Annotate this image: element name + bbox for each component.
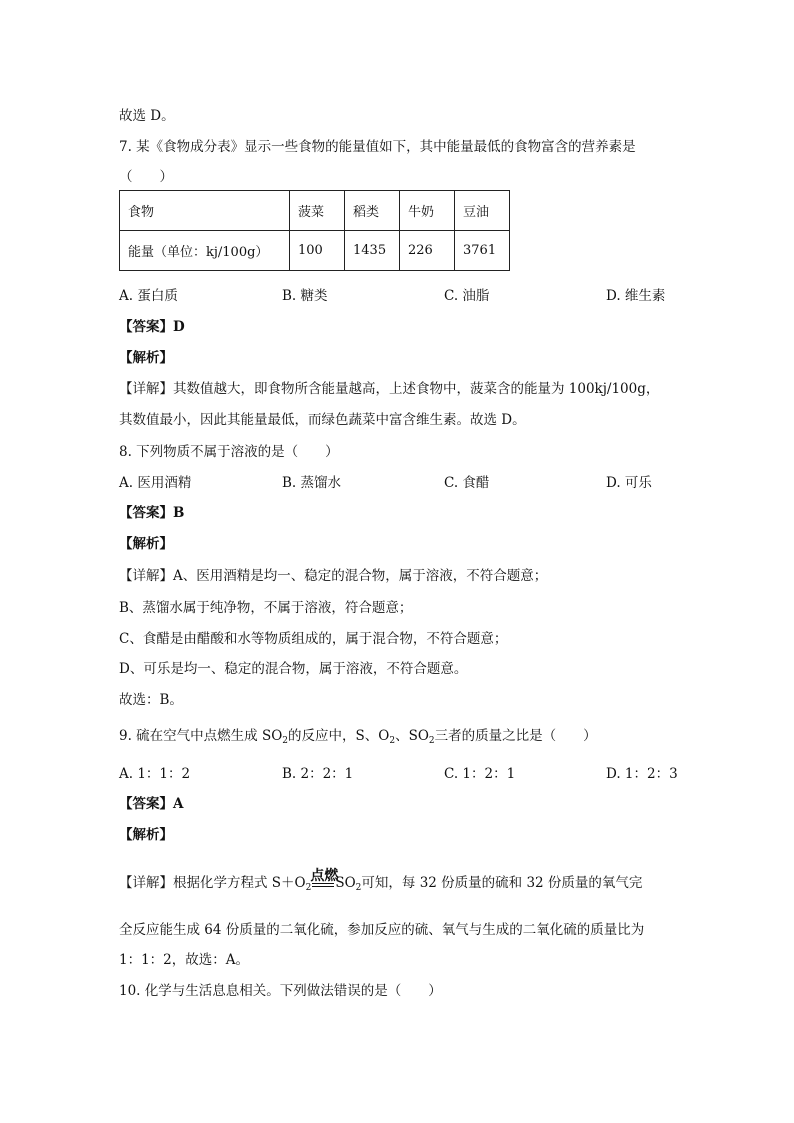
table-cell: 牛奶 xyxy=(400,191,455,231)
q8-detail-1: 【详解】A、医用酒精是均一、稳定的混合物，属于溶液，不符合题意； xyxy=(119,568,548,584)
q8-stem: 8. 下列物质不属于溶液的是（ ） xyxy=(119,444,339,460)
q7-answer: 【答案】D xyxy=(119,319,185,335)
table-cell: 食物 xyxy=(120,191,290,231)
q7-stem: 7. 某《食物成分表》显示一些食物的能量值如下，其中能量最低的食物富含的营养素是 xyxy=(119,139,636,155)
q8-answer: 【答案】B xyxy=(119,505,185,521)
prev-conclusion: 故选 D。 xyxy=(119,108,175,124)
q9-detail-2: 全反应能生成 64 份质量的二氧化硫，参加反应的硫、氧气与生成的二氧化硫的质量比为 xyxy=(119,922,645,938)
food-energy-table xyxy=(119,190,510,271)
q9-analysis: 【解析】 xyxy=(119,827,173,843)
q9-detail-3: 1：1：2，故选：A。 xyxy=(119,952,250,968)
q8-option-d: D. 可乐 xyxy=(606,475,652,491)
q7-detail-1: 【详解】其数值越大，即食物所含能量越高，上述食物中，菠菜含的能量为 100kj/100g， xyxy=(119,381,660,397)
table-cell: 豆油 xyxy=(455,191,510,231)
q7-option-d: D. 维生素 xyxy=(606,288,666,304)
q7-detail-2: 其数值最小，因此其能量最低，而绿色蔬菜中富含维生素。故选 D。 xyxy=(119,412,526,428)
reaction-condition-arrow xyxy=(310,868,339,887)
table-cell: 226 xyxy=(400,231,455,271)
q8-option-a: A. 医用酒精 xyxy=(119,475,192,491)
q9-stem: 9. 硫在空气中点燃生成 $SO_2$的反应中，S、$O_2$、$SO_2$三者的质量之比是（ ） xyxy=(119,728,597,746)
q8-analysis: 【解析】 xyxy=(119,536,173,552)
q7-option-a: A. 蛋白质 xyxy=(119,288,178,304)
reaction-condition-label: 点燃 xyxy=(310,868,339,884)
q8-conclusion: 故选：B。 xyxy=(119,692,183,708)
q9-option-d: D. 1：2：3 xyxy=(606,766,678,782)
table-row xyxy=(120,231,510,271)
q8-option-b: B. 蒸馏水 xyxy=(282,475,342,491)
table-cell: 稻类 xyxy=(345,191,400,231)
q9-answer: 【答案】A xyxy=(119,796,184,812)
q9-option-c: C. 1：2：1 xyxy=(444,766,516,782)
table-row xyxy=(120,191,510,231)
table-cell: 3761 xyxy=(455,231,510,271)
q9-option-b: B. 2：2：1 xyxy=(282,766,354,782)
table-cell: 能量（单位：kj/100g） xyxy=(120,231,290,271)
q7-option-c: C. 油脂 xyxy=(444,288,490,304)
q7-option-b: B. 糖类 xyxy=(282,288,328,304)
table-cell: 100 xyxy=(290,231,345,271)
q7-analysis: 【解析】 xyxy=(119,350,173,366)
q8-detail-4: D、可乐是均一、稳定的混合物，属于溶液，不符合题意。 xyxy=(119,661,468,677)
table-cell: 菠菜 xyxy=(290,191,345,231)
table-cell: 1435 xyxy=(345,231,400,271)
q9-detail-equation: 【详解】根据化学方程式 $S+O_2$ 点燃 $SO_2$可知，每 32 份质量的硫和 32 份质量的氧气完 xyxy=(119,871,642,893)
q10-stem: 10. 化学与生活息息相关。下列做法错误的是（ ） xyxy=(119,983,442,999)
q7-paren: （ ） xyxy=(119,169,173,185)
q9-option-a: A. 1：1：2 xyxy=(119,766,191,782)
q8-detail-2: B、蒸馏水属于纯净物，不属于溶液，符合题意； xyxy=(119,600,413,616)
q8-option-c: C. 食醋 xyxy=(444,475,490,491)
q8-detail-3: C、食醋是由醋酸和水等物质组成的，属于混合物，不符合题意； xyxy=(119,631,508,647)
